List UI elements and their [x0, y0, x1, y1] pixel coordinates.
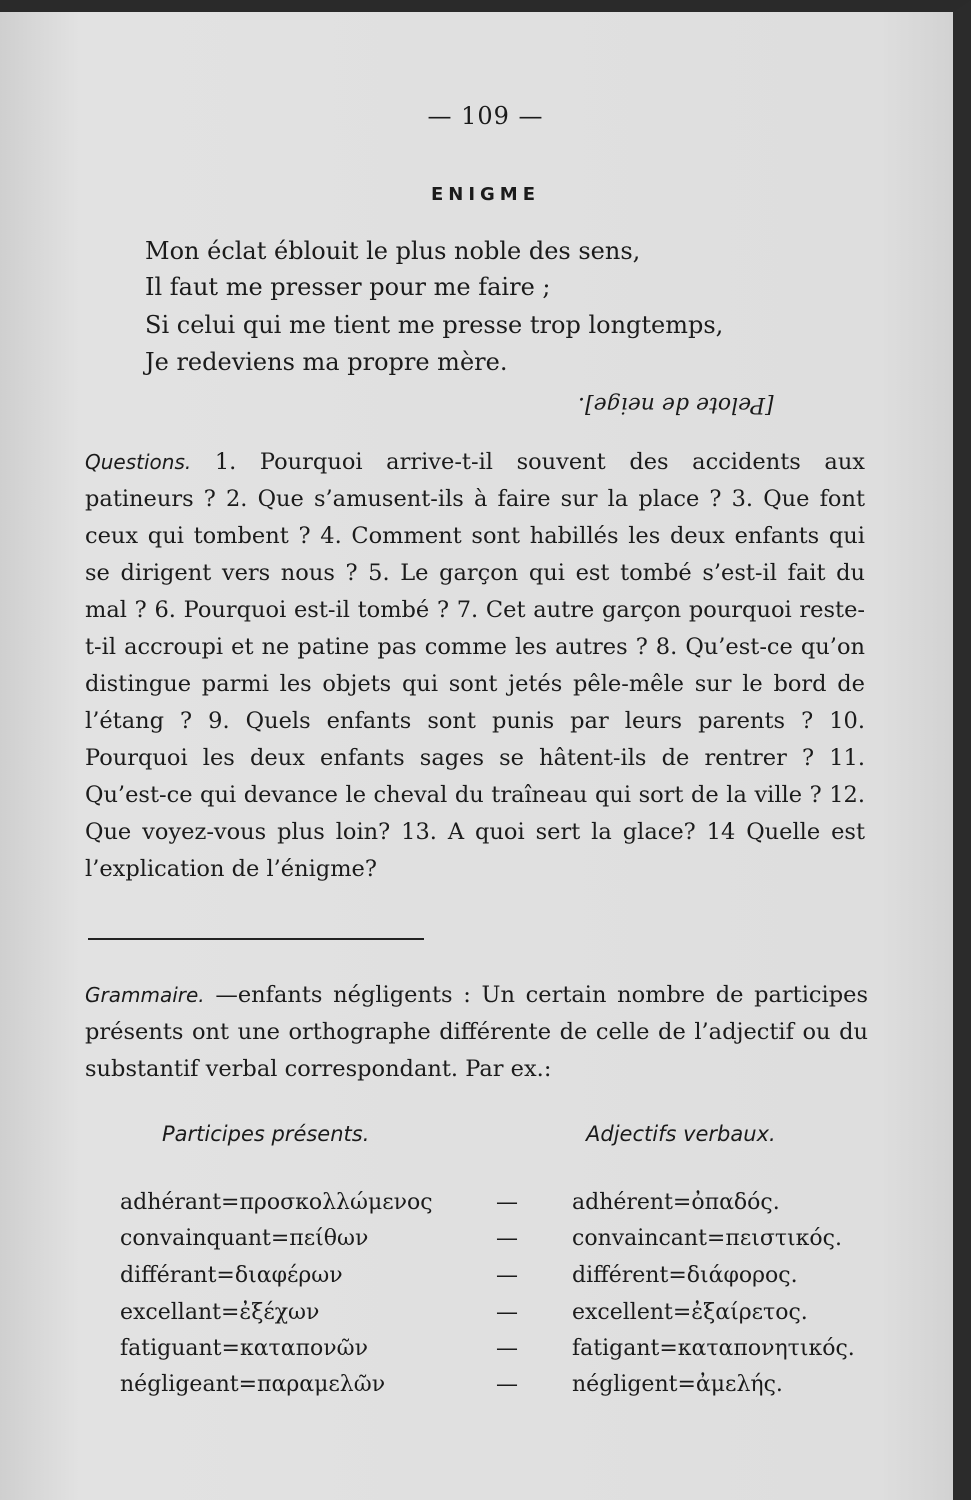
- riddle-answer-upside-down: [Pelote de neige].: [578, 392, 774, 417]
- adjectifs-header: Adjectifs verbaux.: [586, 1122, 776, 1146]
- table-row: [0, 1300, 971, 1334]
- participe-cell: adhérant=προσκολλώμενος: [120, 1190, 433, 1215]
- questions-text: 1. Pourquoi arrive-t-il souvent des accidents aux patineurs ? 2. Que s’amusent-ils à faire sur la place ? 3. Que font ceux qui tombent ? 4. Comment sont habillés les deux enfants qui se dirigent vers nous ? 5. Le garçon qui est tombé s’est-il fait du mal ? 6. Pourquoi est-il tombé ? 7. Cet autre garçon pourquoi reste-t-il accroupi et ne patine pas comme les autres ? 8. Qu’est-ce qu’on distingue parmi les objets qui sont jetés pêle-mêle sur le bord de l’étang ? 9. Quels enfants sont punis par leurs parents ? 10. Pourquoi les deux enfants sages se hâtent-ils de rentrer ? 11. Qu’est-ce qui devance le cheval du traîneau qui sort de la ville ? 12. Que voyez-vous plus loin? 13. A quoi sert la glace? 14 Quelle est l’explication de l’énigme?: [85, 449, 865, 882]
- adjectif-cell: adhérent=ὀπαδός.: [572, 1190, 780, 1215]
- separator-dash: —: [496, 1226, 518, 1251]
- separator-dash: —: [496, 1263, 518, 1288]
- participe-cell: négligeant=παραμελῶν: [120, 1372, 386, 1397]
- adjectif-cell: différent=διάφορος.: [572, 1263, 798, 1288]
- table-row: [0, 1226, 971, 1260]
- participe-cell: fatiguant=καταπονῶν: [120, 1336, 368, 1361]
- separator-dash: —: [496, 1336, 518, 1361]
- page-number: — 109 —: [427, 102, 544, 130]
- grammar-text: —enfants négligents : Un certain nombre de participes présents ont une orthographe différente de celle de l’adjectif ou du substantif verbal correspondant. Par ex.:: [85, 982, 868, 1082]
- table-row: [0, 1190, 971, 1224]
- grammar-label: Grammaire.: [85, 983, 205, 1007]
- section-divider: [88, 938, 424, 940]
- participes-header: Participes présents.: [162, 1122, 370, 1146]
- riddle-title: ENIGME: [430, 184, 541, 205]
- questions-label: Questions.: [85, 450, 192, 474]
- participe-cell: excellant=ἐξέχων: [120, 1300, 320, 1325]
- riddle-line-1: Mon éclat éblouit le plus noble des sens,: [145, 237, 641, 265]
- adjectif-cell: fatigant=καταπονητικός.: [572, 1336, 855, 1361]
- riddle-line-4: Je redeviens ma propre mère.: [145, 348, 508, 376]
- table-row: [0, 1263, 971, 1297]
- adjectif-cell: excellent=ἐξαίρετος.: [572, 1300, 808, 1325]
- questions-paragraph: [85, 444, 865, 888]
- participe-cell: convainquant=πείθων: [120, 1226, 369, 1251]
- separator-dash: —: [496, 1300, 518, 1325]
- table-row: [0, 1372, 971, 1406]
- participe-cell: différant=διαφέρων: [120, 1263, 343, 1288]
- adjectif-cell: convaincant=πειστικός.: [572, 1226, 842, 1251]
- grammar-paragraph: [85, 977, 868, 1088]
- adjectif-cell: négligent=ἀμελής.: [572, 1372, 783, 1397]
- table-row: [0, 1336, 971, 1370]
- riddle-line-2: Il faut me presser pour me faire ;: [145, 273, 551, 301]
- riddle-line-3: Si celui qui me tient me presse trop longtemps,: [145, 311, 724, 339]
- separator-dash: —: [496, 1372, 518, 1397]
- separator-dash: —: [496, 1190, 518, 1215]
